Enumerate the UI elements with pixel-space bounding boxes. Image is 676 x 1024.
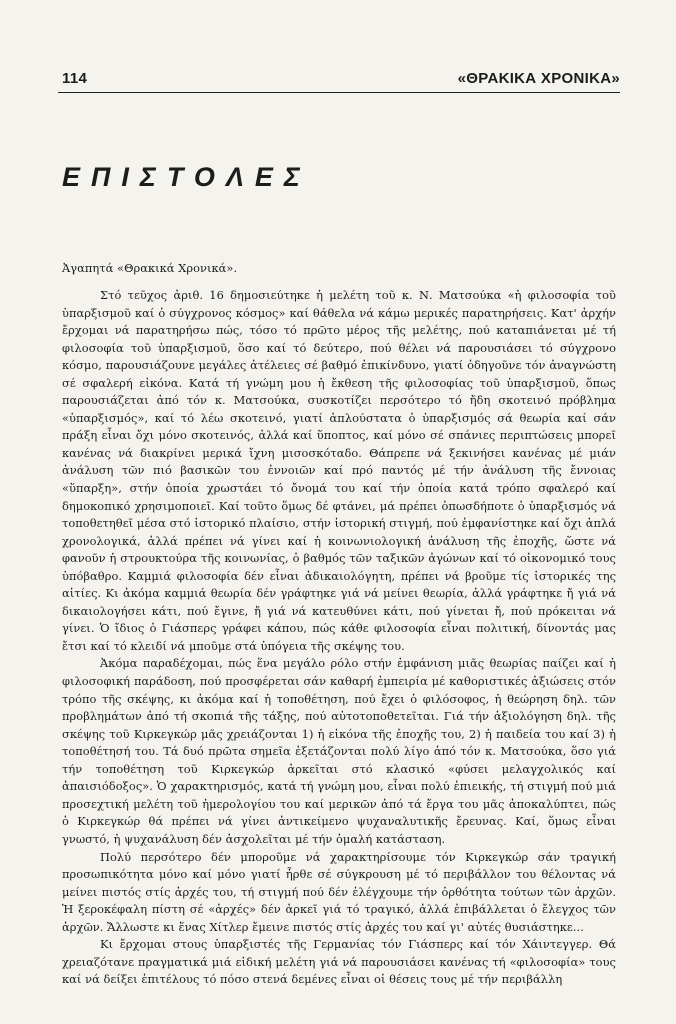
body-text <box>62 287 616 989</box>
header-rule <box>58 92 620 93</box>
section-title: ΕΠΙΣΤΟΛΕΣ <box>62 162 311 192</box>
paragraph: Πολύ περσότερο δέν μποροῦμε νά χαρακτηρίσουμε τόν Κιρκεγκώρ σάν τραγική προσωπικότητα μόνο καί μόνο γιατί ἦρθε σέ σύγκρουση μέ τό περιβάλλον του θέλοντας νά μείνει πιστός στίς ἀρχές του, τή στιγμή πού δέν ἐλέγχουμε τήν ὀρθότητα τούτων τῶν ἀρχῶν. Ἡ ξεροκέφαλη πίστη σέ «ἀρχές» δέν ἀρκεῖ γιά τό τραγικό, ἀλλά ἐπιβάλλεται ὁ ἔλεγχος τῶν ἀρχῶν. Ἄλλωστε κι ἕνας Χίτλερ ἔμεινε πιστός στίς ἀρχές του καί γι' αὐτές θυσιάστηκε... <box>62 849 616 934</box>
paragraph: Στό τεῦχος ἀριθ. 16 δημοσιεύτηκε ἡ μελέτη τοῦ κ. Ν. Ματσούκα «ἡ φιλοσοφία τοῦ ὑπαρξισμοῦ καί ὁ σύγχρονος κόσμος» καί θάθελα νά κάμω μερικές παρατηρήσεις. Κατ' ἀρχήν ἔρχομαι νά παρατηρήσω πώς, τόσο τό πρῶτο μέρος τῆς μελέτης, πού καταπιάνεται μέ τή φιλοσοφία τοῦ ὑπαρξισμοῦ, ὅσο καί τό δεύτερο, πού θέλει νά παρουσιάσει τό σύγχρονο κόσμο, παρουσιάζουνε μεγάλες ἀτέλειες σέ βαθμό ἐπικίνδυνο, γιατί ὁδηγοῦνε τόν ἀναγνώστη σέ σφαλερή εἰκόνα. Κατά τή γνώμη μου ἡ ἔκθεση τῆς φιλοσοφίας τοῦ ὑπαρξισμοῦ, ὅπως παρουσιάζεται ἀπό τόν κ. Ματσούκα, συσκοτίζει περσότερο τό ἤδη σκοτεινό πρόβλημα «ὑπαρξισμός», καί τό λέω σκοτεινό, γιατί ἁπλούστατα ὁ ὑπαρξισμός σά θεωρία καί σάν πράξη εἶναι ὄχι μόνο σκοτεινός, ἀλλά καί ὕποπτος, καί μόνο σέ σπάνιες περιπτώσεις μπορεῖ κανένας νά διακρίνει μερικά ἴχνη μισοσκόταδο. Θάπρεπε νά ξεκινήσει κανένας μέ μιάν ἀνάλυση τῶν πιό βασικῶν του ἐννοιῶν καί πρό παντός μέ τήν ἀνάλυση τῆς ἔννοιας «ὕπαρξη», στήν ὁποία χρωστάει τό ὄνομά του καί τήν ὁποία κατά τρόπο σφαλερό καί δημοκοπικό χρησιμοποιεῖ. Καί τοῦτο ὅμως δέ φτάνει, μά πρέπει ὁπωσδήποτε ὁ ὑπαρξισμός νά τοποθετηθεῖ μέσα στό ἱστορικό πλαίσιο, στήν ἱστορική στιγμή, πού ἐμφανίστηκε καί ὄχι ἁπλά χρονολογικά, ἀλλά πρέπει νά γίνει καί ἡ κοινωνιολογική ἀνάλυση τῆς ἐποχῆς, ὥστε νά φανοῦν ἡ στρουκτούρα τῆς κοινωνίας, ὁ βαθμός τῶν ταξικῶν ἀγώνων καί τό οἰκονομικό τους ὑπόβαθρο. Καμμιά φιλοσοφία δέν εἶναι ἀδικαιολόγητη, πρέπει νά βροῦμε τίς ἱστορικές της αἰτίες. Κι ἀκόμα καμμιά θεωρία δέν γράφτηκε γιά νά μείνει θεωρία, ἀλλά γράφτηκε ἤ γιά νά δικαιολογήσει κάτι, πού ἔγινε, ἤ γιά νά κατευθύνει κάτι, πού γίνεται ἤ, πού πρόκειται νά γίνει. Ὁ ἴδιος ὁ Γιάσπερς γράφει κάπου, πώς κάθε φιλοσοφία εἶναι πολιτική, δίνοντάς μας ἔτσι καί τό κλειδί νά μποῦμε στά ὑπόγεια τῆς σκέψης του. <box>62 288 616 653</box>
paragraph: Ἀκόμα παραδέχομαι, πώς ἕνα μεγάλο ρόλο στήν ἐμφάνιση μιᾶς θεωρίας παίζει καί ἡ φιλοσοφική παράδοση, πού προσφέρεται σάν καθαρή ἐμπειρία μέ καθοριστικές ἀξιώσεις στόν τρόπο τῆς σκέψης, κι ἀκόμα καί ἡ τοποθέτηση, πού ἔχει ὁ φιλόσοφος, ἡ θεώρηση δηλ. τῶν προβλημάτων ἀπό τή σκοπιά τῆς τάξης, πού αὐτοτοποθετεῖται. Γιά τήν ἀξιολόγηση δηλ. τῆς σκέψης τοῦ Κιρκεγκώρ μᾶς χρειάζονται 1) ἡ εἰκόνα τῆς ἐποχῆς του, 2) ἡ παιδεία του καί 3) ἡ τοποθέτησή του. Τά δυό πρῶτα σημεῖα ἐξετάζονται πολύ λίγο ἀπό τόν κ. Ματσούκα, ὅσο γιά τήν τοποθέτηση τοῦ Κιρκεγκώρ ἀρκεῖται στό κλασικό «φύσει μελαγχολικός καί ἀπαισιόδοξος». Ὁ χαρακτηρισμός, κατά τή γνώμη μου, εἶναι πολύ ἐπιεικής, τή στιγμή πού μιά προσεχτική μελέτη τοῦ ἡμερολογίου του καί μερικῶν ἀπό τά ἔργα του μᾶς ἀποκαλύπτει, πώς ὁ Κιρκεγκώρ θά πρέπει νά γίνει ἀντικείμενο ψυχαναλυτικῆς ἔρευνας. Καί, ὅμως εἶναι γνωστό, ἡ ψυχανάλυση δέν ἀσχολεῖται μέ τήν ὁμαλή κατάσταση. <box>62 656 616 846</box>
page-number: 114 <box>62 70 88 87</box>
running-title: «ΘΡΑΚΙΚΑ ΧΡΟΝΙΚΑ» <box>457 70 620 87</box>
paragraph: Κι ἔρχομαι στους ὑπαρξιστές τῆς Γερμανίας τόν Γιάσπερς καί τόν Χάιντεγγερ. Θά χρειαζότανε πραγματικά μιά εἰδική μελέτη γιά νά παρουσιάσει κανένας τή «φιλοσοφία» τους καί νά δείξει ἐπιτέλους τό πόσο στενά δεμένες εἶναι οἱ θέσεις τους μέ τήν περιβάλλη <box>62 937 616 987</box>
salutation: Ἀγαπητά «Θρακικά Χρονικά». <box>62 261 238 275</box>
